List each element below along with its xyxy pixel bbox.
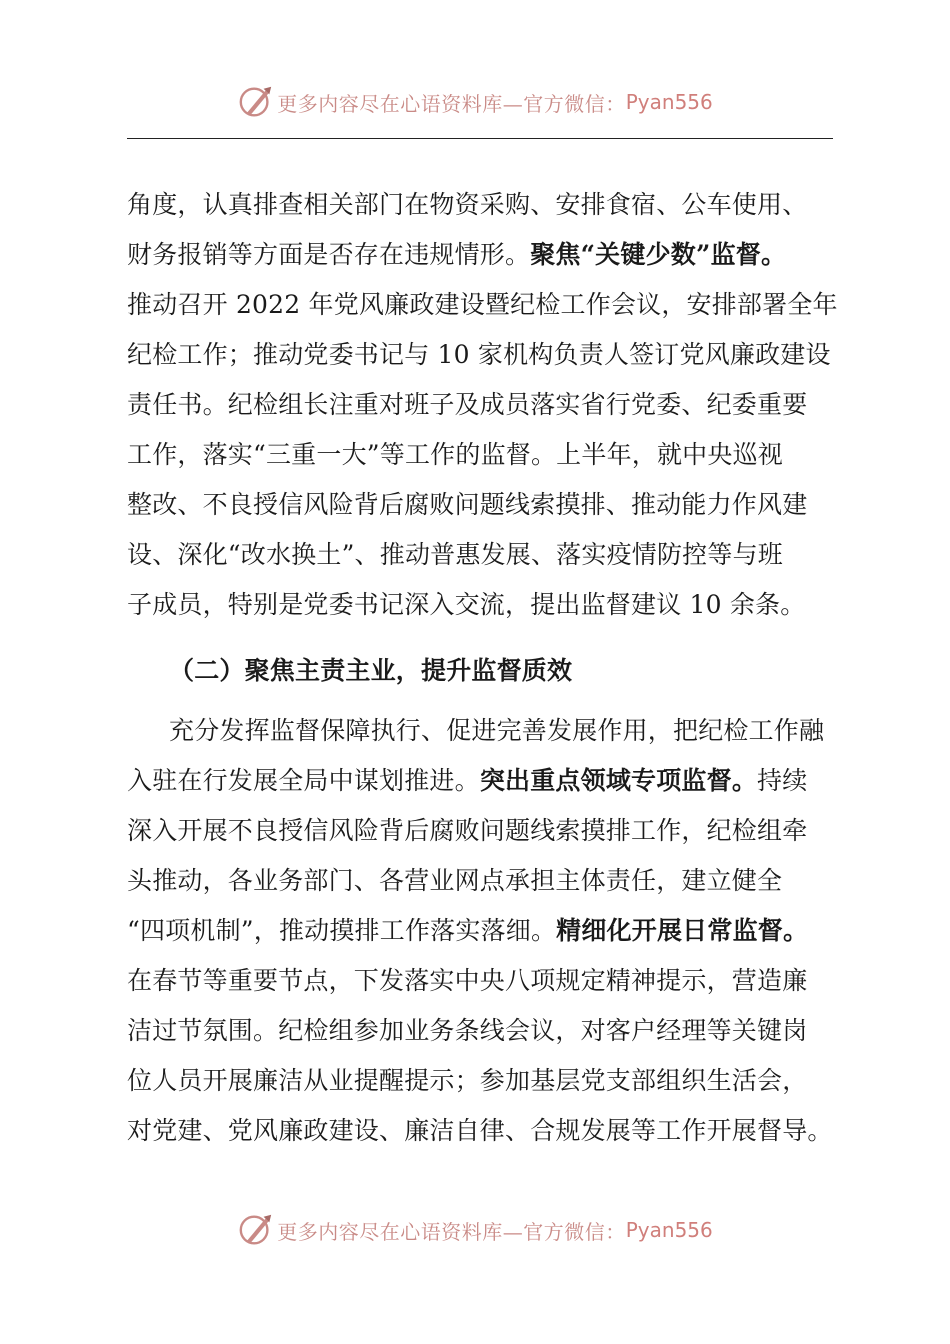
bold-phrase: 突出重点领域专项监督。 xyxy=(479,766,758,795)
text-line: 责任书。纪检组长注重对班子及成员落实省行党委、纪委重要 xyxy=(127,390,808,419)
quill-pen-logo-icon xyxy=(237,1211,275,1249)
text-run: 入驻在行发展全局中谋划推进。 xyxy=(127,766,480,795)
footer-banner-contact: Pyan556 xyxy=(625,1218,713,1242)
text-run: “四项机制”，推动摸排工作落实落细。 xyxy=(127,916,557,945)
text-line: 洁过节氛围。纪检组参加业务条线会议，对客户经理等关键岗 xyxy=(127,1016,808,1045)
text-line: 在春节等重要节点，下发落实中央八项规定精神提示，营造廉 xyxy=(127,966,808,995)
text-line: 推动召开 2022 年党风廉政建设暨纪检工作会议，安排部署全年 xyxy=(127,290,838,319)
text-line: 纪检工作；推动党委书记与 10 家机构负责人签订党风廉政建设 xyxy=(127,340,831,369)
quill-pen-logo-icon xyxy=(237,83,275,121)
document-body xyxy=(127,180,849,1156)
bold-phrase: 精细化开展日常监督。 xyxy=(556,916,809,945)
text-line: 深入开展不良授信风险背后腐败问题线索摸排工作，纪检组牵 xyxy=(127,816,808,845)
text-run: 财务报销等方面是否存在违规情形。 xyxy=(127,240,531,269)
header-banner-contact: Pyan556 xyxy=(625,90,713,114)
bold-phrase: 聚焦“关键少数”监督。 xyxy=(530,240,787,269)
header-divider xyxy=(127,138,833,139)
text-line: 设、深化“改水换土”、推动普惠发展、落实疫情防控等与班 xyxy=(127,540,783,569)
spacer xyxy=(127,630,849,646)
text-run: 持续 xyxy=(757,766,808,795)
section-heading: （二）聚焦主责主业，提升监督质效 xyxy=(169,656,573,685)
text-line: 角度，认真排查相关部门在物资采购、安排食宿、公车使用、 xyxy=(127,190,808,219)
text-line: 工作，落实“三重一大”等工作的监督。上半年，就中央巡视 xyxy=(127,440,783,469)
text-line: 位人员开展廉洁从业提醒提示；参加基层党支部组织生活会， xyxy=(127,1066,808,1095)
footer-banner xyxy=(0,1208,950,1252)
header-banner xyxy=(0,80,950,124)
text-line: 头推动，各业务部门、各营业网点承担主体责任，建立健全 xyxy=(127,866,783,895)
text-line: 子成员，特别是党委书记深入交流，提出监督建议 10 余条。 xyxy=(127,590,806,619)
text-line: 对党建、党风廉政建设、廉洁自律、合规发展等工作开展督导。 xyxy=(127,1116,833,1145)
text-line xyxy=(127,906,849,956)
text-line xyxy=(127,230,849,280)
text-line: 整改、不良授信风险背后腐败问题线索摸排、推动能力作风建 xyxy=(127,490,808,519)
header-banner-text: 更多内容尽在心语资料库—官方微信： xyxy=(277,91,626,116)
spacer xyxy=(127,696,849,706)
footer-banner-text: 更多内容尽在心语资料库—官方微信： xyxy=(277,1219,626,1244)
text-line xyxy=(127,756,849,806)
text-line: 充分发挥监督保障执行、促进完善发展作用，把纪检工作融 xyxy=(169,716,825,745)
